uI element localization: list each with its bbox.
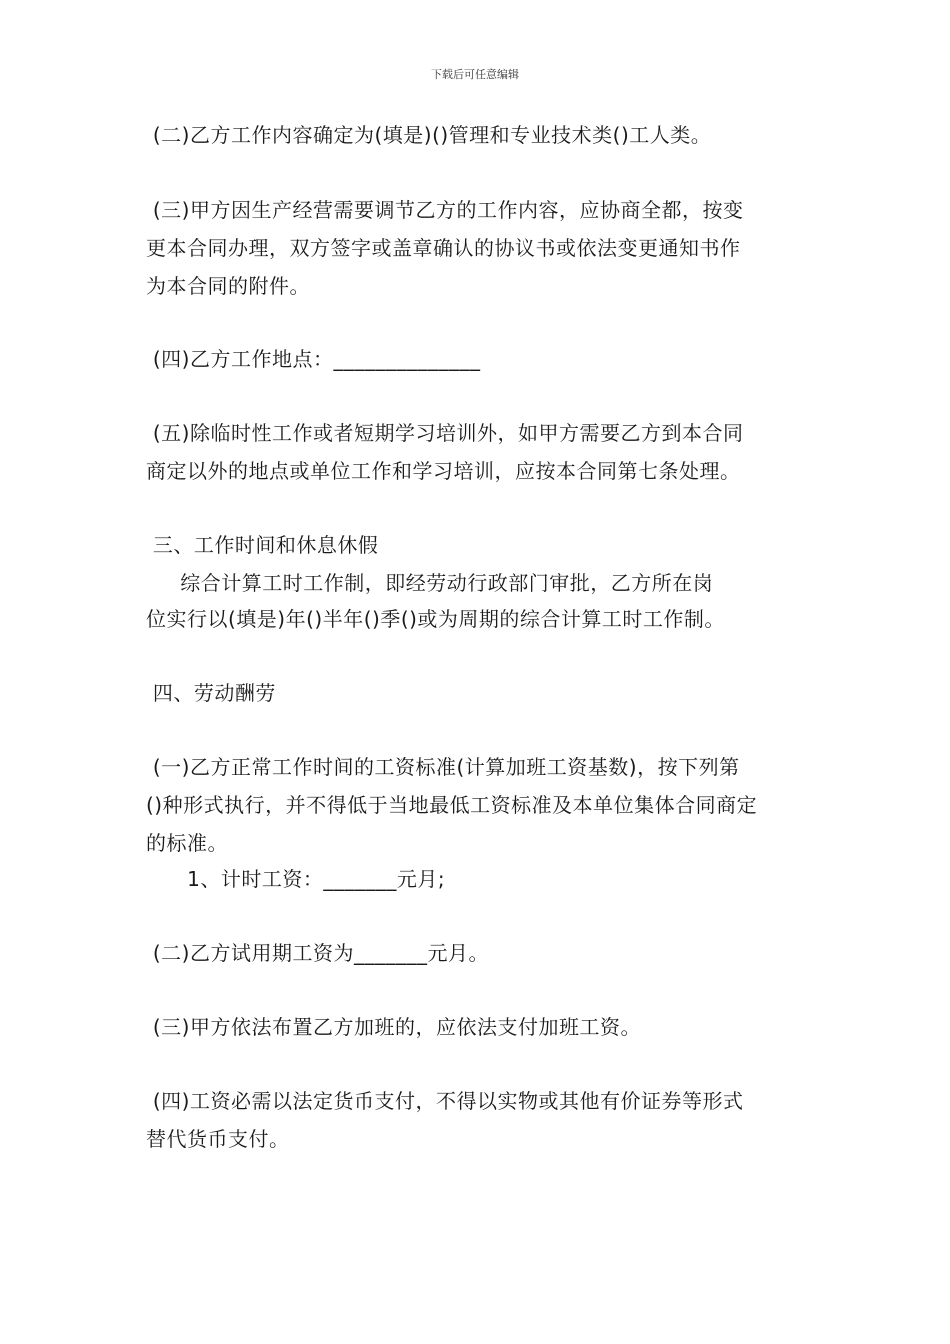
clause-5-line-1: (五)除临时性工作或者短期学习培训外，如甲方需要乙方到本合同 xyxy=(146,421,744,445)
clause-5-line-2: 商定以外的地点或单位工作和学习培训，应按本合同第七条处理。 xyxy=(146,459,741,483)
section-4-clause-1-line-3: 的标准。 xyxy=(146,831,228,855)
section-3-line-1: 综合计算工时工作制，即经劳动行政部门审批，乙方所在岗 xyxy=(146,571,714,595)
section-4-clause-4-line-2: 替代货币支付。 xyxy=(146,1127,290,1151)
clause-3-line-1: (三)甲方因生产经营需要调节乙方的工作内容，应协商全都，按变 xyxy=(146,198,744,222)
clause-3-line-3: 为本合同的附件。 xyxy=(146,274,310,298)
hourly-wage-line: 1、计时工资：_______元月; xyxy=(146,867,446,891)
section-3-heading: 三、工作时间和休息休假 xyxy=(146,533,379,557)
page-header: 下载后可任意编辑 xyxy=(431,68,519,81)
section-4-clause-1-line-2: ()种形式执行，并不得低于当地最低工资标准及本单位集体合同商定 xyxy=(146,793,758,817)
section-4-clause-1-line-1: (一)乙方正常工作时间的工资标准(计算加班工资基数)，按下列第 xyxy=(146,755,740,779)
clause-2-work-content: (二)乙方工作内容确定为(填是)()管理和专业技术类()工人类。 xyxy=(146,123,712,147)
clause-3-line-2: 更本合同办理，双方签字或盖章确认的协议书或依法变更通知书作 xyxy=(146,236,741,260)
section-4-clause-3: (三)甲方依法布置乙方加班的，应依法支付加班工资。 xyxy=(146,1015,641,1039)
section-3-line-2: 位实行以(填是)年()半年()季()或为周期的综合计算工时工作制。 xyxy=(146,607,725,631)
section-4-clause-2: (二)乙方试用期工资为_______元月。 xyxy=(146,941,489,965)
section-4-heading: 四、劳动酬劳 xyxy=(146,681,276,705)
section-4-clause-4-line-1: (四)工资必需以法定货币支付，不得以实物或其他有价证券等形式 xyxy=(146,1089,744,1113)
clause-4-work-location: (四)乙方工作地点：______________ xyxy=(146,347,481,371)
